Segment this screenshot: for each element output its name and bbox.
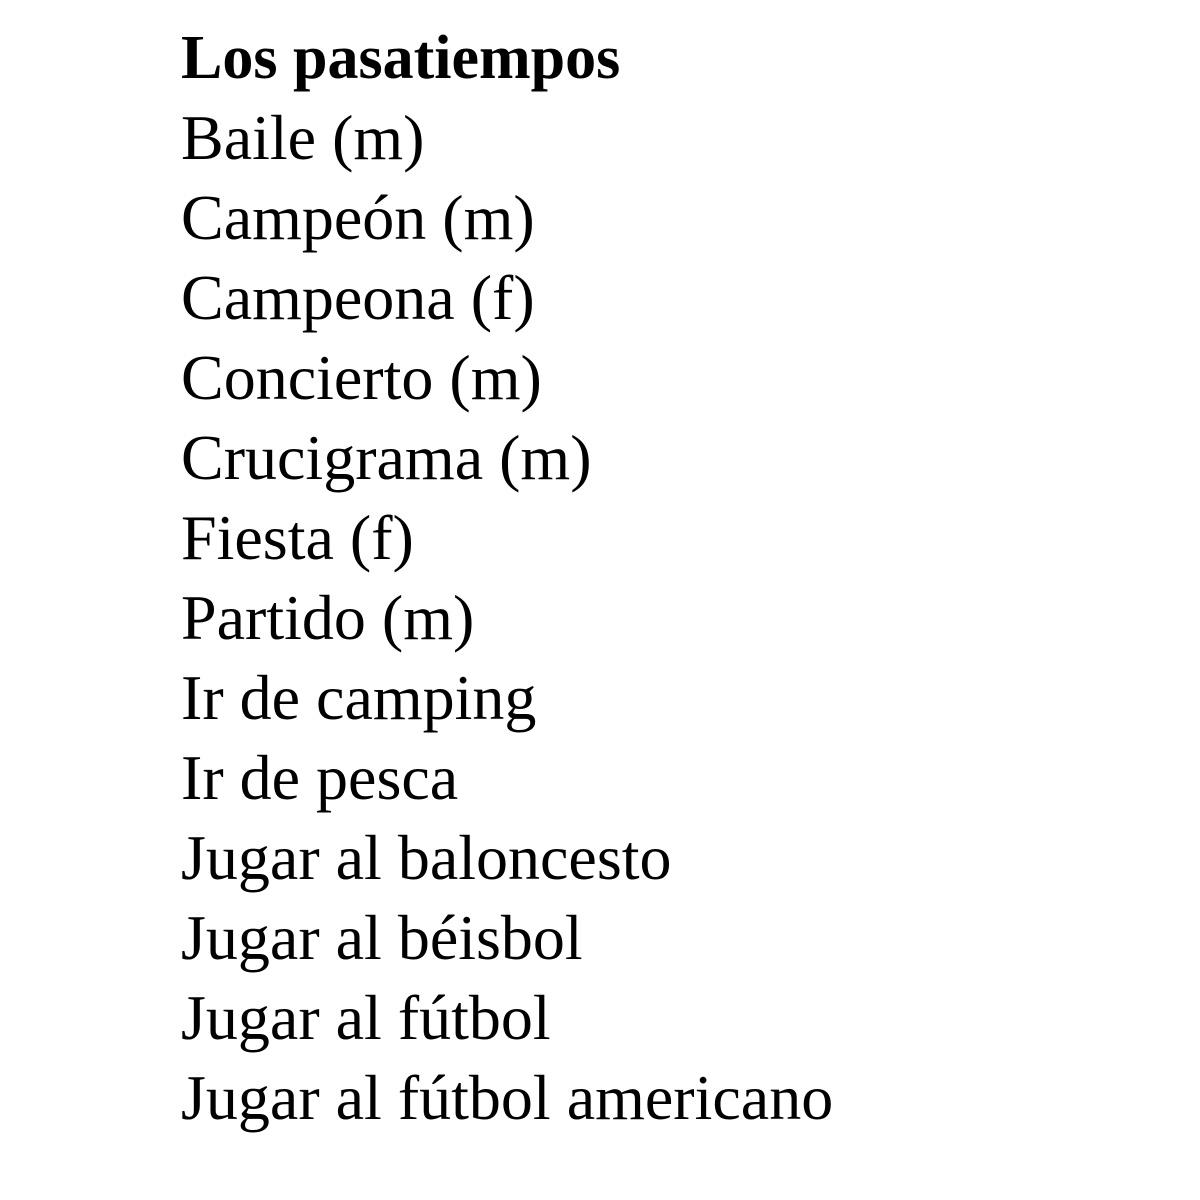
vocabulary-document <box>181 18 833 1138</box>
list-item: Jugar al fútbol <box>181 982 551 1053</box>
page-title: Los pasatiempos <box>181 24 621 92</box>
list-item: Crucigrama (m) <box>181 422 592 493</box>
list-item: Ir de pesca <box>181 742 459 813</box>
list-item: Campeona (f) <box>181 262 535 333</box>
list-item: Campeón (m) <box>181 182 535 253</box>
list-item: Partido (m) <box>181 582 475 653</box>
list-item: Jugar al baloncesto <box>181 822 672 893</box>
list-item: Concierto (m) <box>181 342 542 413</box>
vocabulary-list <box>181 98 833 1138</box>
list-item: Ir de camping <box>181 662 537 733</box>
list-item: Fiesta (f) <box>181 502 414 573</box>
list-item: Jugar al fútbol americano <box>181 1062 834 1133</box>
list-item: Jugar al béisbol <box>181 902 583 973</box>
list-item: Baile (m) <box>181 102 425 173</box>
